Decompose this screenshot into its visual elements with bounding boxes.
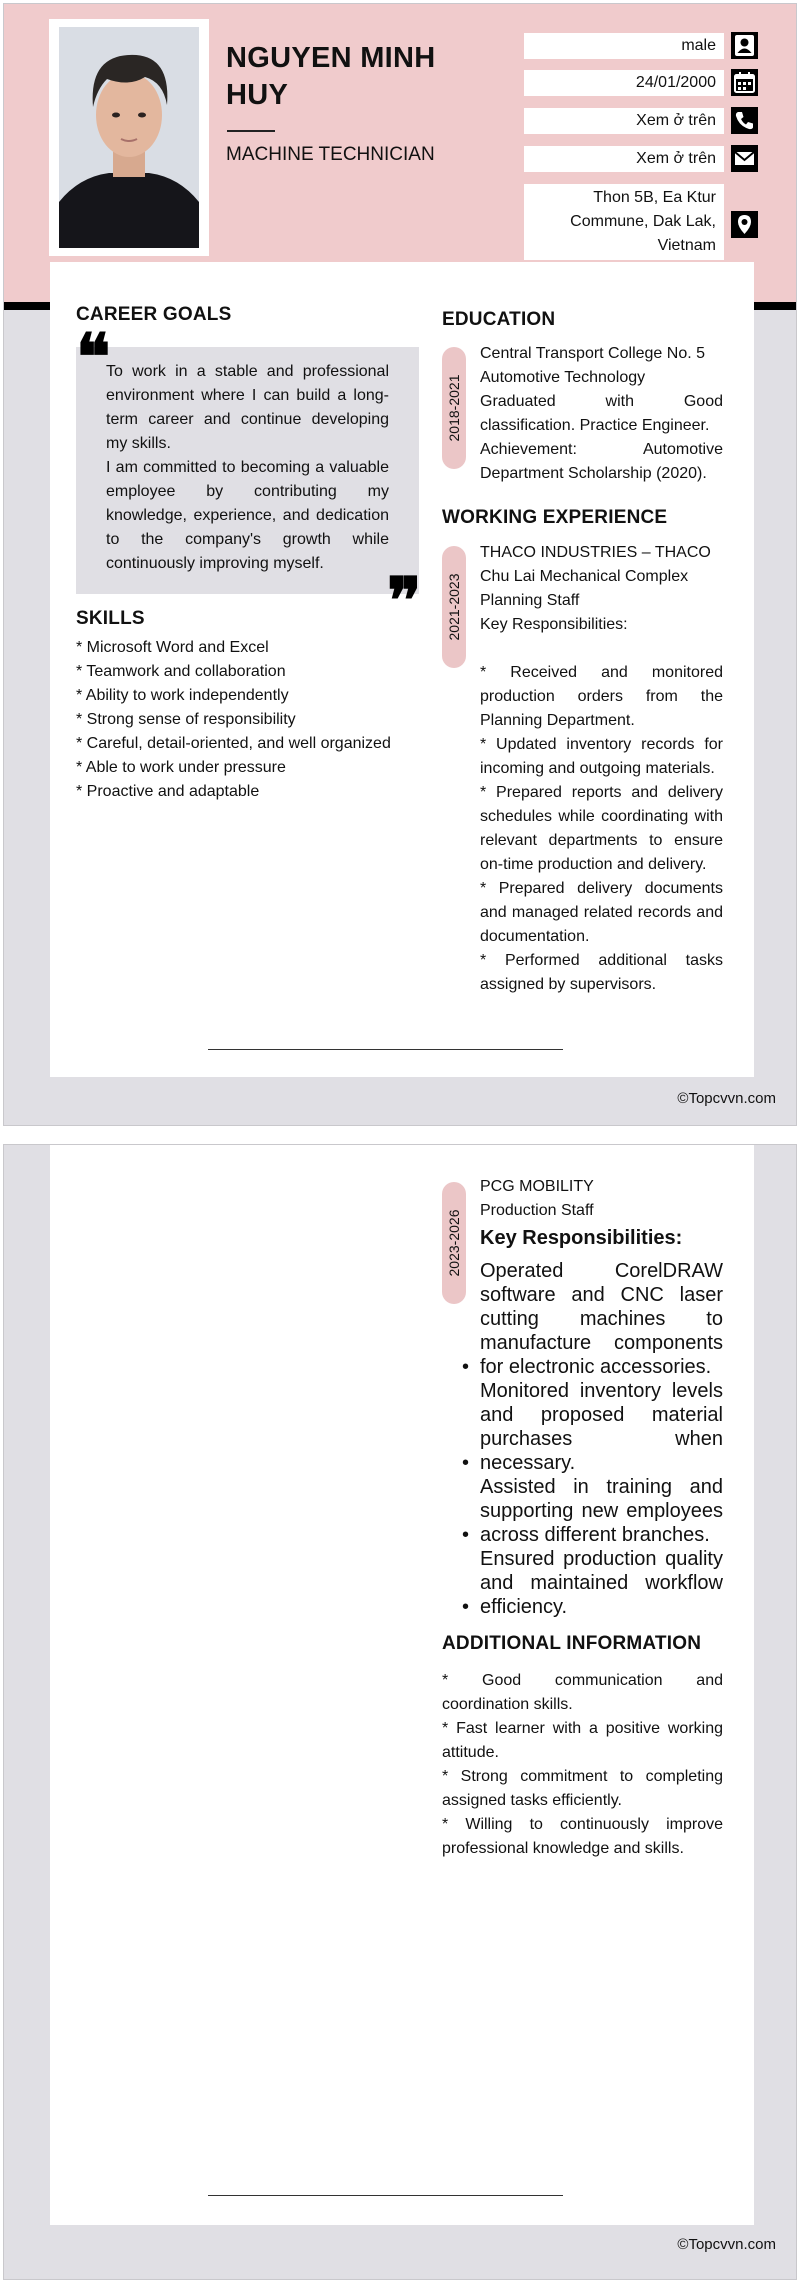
job-company: THACO INDUSTRIES – THACO Chu Lai Mechanical Complex	[480, 544, 711, 585]
education-period: 2018-2021	[446, 374, 462, 442]
skill-item: * Able to work under pressure	[76, 759, 286, 776]
job-position: Production Staff	[480, 1202, 594, 1219]
open-quote-icon: ❝	[76, 320, 111, 395]
job-period-pill	[442, 546, 466, 668]
gender-value: male	[524, 33, 724, 59]
skill-item: * Strong sense of responsibility	[76, 711, 296, 728]
education-classification: Graduated with Good classification. Practice Engineer.	[480, 393, 723, 434]
job-resp-item: * Received and monitored production orders from the Planning Department.	[480, 664, 723, 729]
skills-list	[76, 636, 416, 804]
job-resp-list	[480, 1259, 723, 1619]
career-goals-text	[106, 360, 389, 576]
skill-item: * Proactive and adaptable	[76, 783, 260, 800]
additional-info-item: * Strong commitment to completing assigned tasks efficiently.	[442, 1768, 723, 1809]
page-footer-rule	[208, 1049, 563, 1050]
additional-info-heading: ADDITIONAL INFORMATION	[442, 1633, 702, 1654]
job-details	[480, 1175, 723, 1619]
phone-value: Xem ở trên	[524, 108, 724, 134]
envelope-icon	[731, 145, 758, 172]
skill-item: * Teamwork and collaboration	[76, 663, 286, 680]
address-value: Thon 5B, Ea Ktur Commune, Dak Lak, Vietnam	[524, 184, 724, 260]
education-details	[480, 342, 723, 486]
skill-item: * Careful, detail-oriented, and well organized	[76, 735, 391, 752]
job-resp-label: Key Responsibilities:	[480, 616, 628, 633]
education-major: Automotive Technology	[480, 369, 646, 386]
additional-info-item: * Willing to continuously improve professional knowledge and skills.	[442, 1816, 723, 1857]
job-company: PCG MOBILITY	[480, 1178, 594, 1195]
job-resp-item: • Operated CorelDRAW software and CNC laser cutting machines to manufacture components for electronic accessories.	[480, 1259, 723, 1379]
experience-heading: WORKING EXPERIENCE	[442, 507, 668, 528]
page-credit: ©Topcvvn.com	[677, 2236, 776, 2253]
skill-item: * Ability to work independently	[76, 687, 289, 704]
career-goal-paragraph: To work in a stable and professional environment where I can build a long-term career and continue developing my skills.	[106, 363, 389, 452]
name-underline	[227, 130, 275, 132]
job-resp-item: * Updated inventory records for incoming and outgoing materials.	[480, 736, 723, 777]
calendar-icon	[731, 69, 758, 96]
career-goals-heading: CAREER GOALS	[76, 304, 232, 325]
additional-info-item: * Fast learner with a positive working attitude.	[442, 1720, 723, 1761]
education-period-pill	[442, 347, 466, 469]
birthdate-value: 24/01/2000	[524, 70, 724, 96]
candidate-name: NGUYEN MINH HUY	[226, 42, 436, 111]
job-resp-label: Key Responsibilities:	[480, 1227, 683, 1249]
skills-heading: SKILLS	[76, 608, 145, 629]
education-heading: EDUCATION	[442, 309, 556, 330]
page-credit: ©Topcvvn.com	[677, 1090, 776, 1107]
additional-info-list	[442, 1669, 723, 1861]
profile-photo	[49, 19, 209, 256]
job-position: Planning Staff	[480, 592, 580, 609]
job-resp-item: * Prepared reports and delivery schedules while coordinating with relevant departments to ensure on-time production and delivery.	[480, 784, 723, 873]
location-pin-icon	[731, 211, 758, 238]
cv-page-1	[3, 3, 797, 1126]
job-resp-item: • Assisted in training and supporting new employees across different branches.	[480, 1475, 723, 1547]
job-resp-item: * Prepared delivery documents and managed related records and documentation.	[480, 880, 723, 945]
email-value: Xem ở trên	[524, 146, 724, 172]
portrait-image	[59, 27, 199, 248]
job-period: 2023-2026	[446, 1209, 462, 1277]
phone-icon	[731, 107, 758, 134]
additional-info-item: * Good communication and coordination skills.	[442, 1672, 723, 1713]
person-icon	[731, 32, 758, 59]
job-period: 2021-2023	[446, 573, 462, 641]
job-resp-item: • Monitored inventory levels and proposed material purchases when necessary.	[480, 1379, 723, 1475]
education-achievement: Achievement: Automotive Department Scholarship (2020).	[480, 441, 723, 482]
page-footer-rule	[208, 2195, 563, 2196]
job-period-pill	[442, 1182, 466, 1304]
job-details	[480, 541, 723, 997]
education-school: Central Transport College No. 5	[480, 345, 705, 362]
job-resp-item: * Performed additional tasks assigned by supervisors.	[480, 952, 723, 993]
close-quote-icon: ❞	[387, 564, 422, 639]
candidate-title: MACHINE TECHNICIAN	[226, 144, 435, 165]
cv-page-2	[3, 1144, 797, 2280]
job-resp-item: • Ensured production quality and maintained workflow efficiency.	[480, 1547, 723, 1619]
skill-item: * Microsoft Word and Excel	[76, 639, 269, 656]
career-goal-paragraph: I am committed to becoming a valuable employee by contributing my knowledge, experience, and dedication to the company's growth while continuously improving myself.	[106, 459, 389, 572]
